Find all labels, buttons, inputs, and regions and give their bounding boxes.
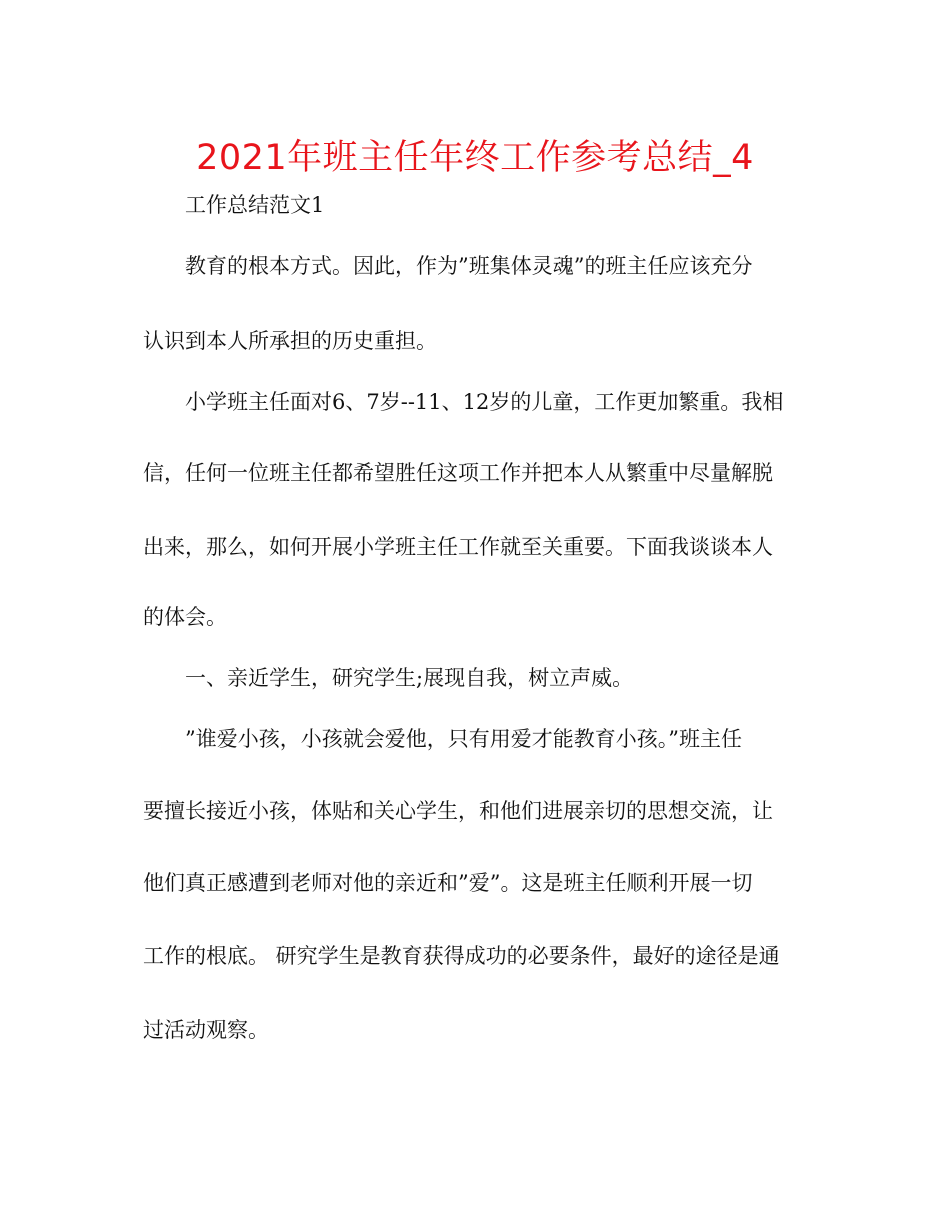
paragraph-line: 信，任何一位班主任都希望胜任这项工作并把本人从繁重中尽量解脱: [143, 461, 773, 485]
section-heading: 工作总结范文1: [185, 193, 325, 217]
document-title: 2021年班主任年终工作参考总结_4: [196, 138, 754, 178]
paragraph-line: 教育的根本方式。因此，作为”班集体灵魂”的班主任应该充分: [185, 254, 753, 278]
paragraph-line: 要擅长接近小孩，体贴和关心学生，和他们进展亲切的思想交流，让: [143, 799, 773, 823]
paragraph-line: 的体会。: [143, 605, 227, 629]
paragraph-line: 过活动观察。: [143, 1018, 269, 1042]
paragraph-line: 出来，那么，如何开展小学班主任工作就至关重要。下面我谈谈本人: [143, 535, 773, 559]
paragraph-line: 他们真正感遭到老师对他的亲近和”爱”。这是班主任顺利开展一切: [143, 871, 753, 895]
paragraph-line: ”谁爱小孩，小孩就会爱他，只有用爱才能教育小孩。”班主任: [185, 727, 742, 751]
section-heading: 一、亲近学生，研究学生;展现自我，树立声威。: [185, 666, 634, 690]
paragraph-line: 工作的根底。 研究学生是教育获得成功的必要条件，最好的途径是通: [143, 944, 780, 968]
paragraph-line: 小学班主任面对6、7岁--11、12岁的儿童，工作更加繁重。我相: [185, 390, 784, 414]
paragraph-line: 认识到本人所承担的历史重担。: [143, 329, 437, 353]
